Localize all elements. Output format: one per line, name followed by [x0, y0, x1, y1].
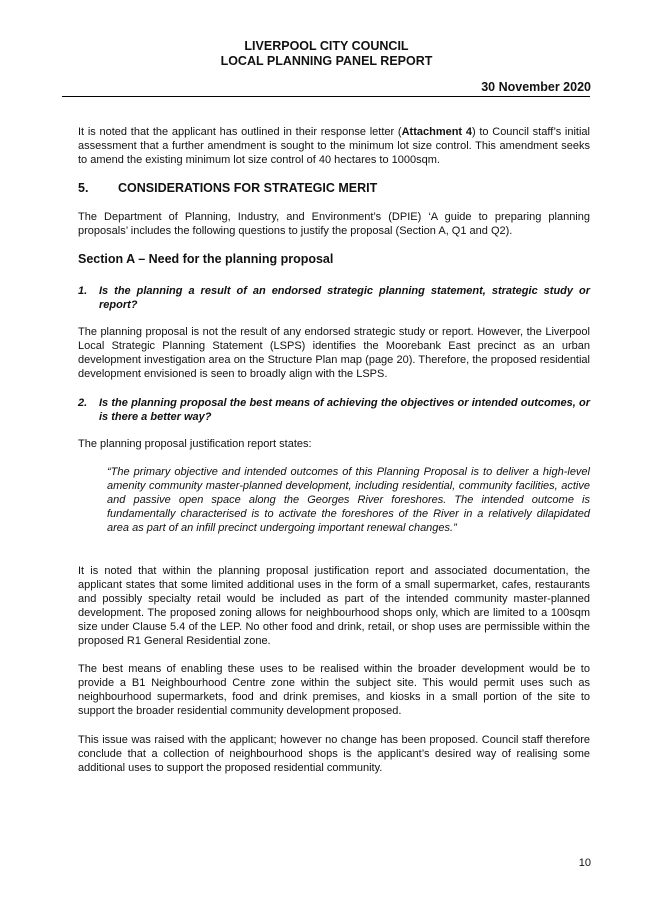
section-5-number: 5. [78, 181, 89, 195]
question-2-paragraph-3: This issue was raised with the applicant; however no change has been proposed. Council staff therefore conclude that a collection of neighbourhood shops is the applicant’s desired way of realising some additional uses to support the proposed residential community. [78, 734, 590, 774]
question-2-paragraph-2: The best means of enabling these uses to be realised within the broader development would be to provide a B1 Neighbourhood Centre zone within the subject site. This would permit uses such as neighbourhood supermarkets, food and drink premises, and kiosks in a small portion of the site to support the broader residential community development proposed. [78, 663, 590, 717]
question-1-answer: The planning proposal is not the result of any endorsed strategic study or report. However, the Liverpool Local Strategic Planning Statement (LSPS) identifies the Moorebank East precinct as an urban development investigation area on the Structure Plan map (page 20). Therefore, the proposed residential development envisioned is seen to broadly align with the LSPS. [78, 326, 590, 380]
question-2-paragraph-1: It is noted that within the planning proposal justification report and associated documentation, the applicant states that some limited additional uses in the form of a small supermarket, cafes, restaurants and possibly specialty retail would be included as part of the intended community master-planned development. The proposed zoning allows for neighbourhood shops only, which are limited to a 100sqm size under Clause 5.4 of the LEP. No other food and drink, retail, or shop uses are permissible within the proposed R1 General Residential zone. [78, 565, 590, 647]
section-a-heading: Section A – Need for the planning proposal [78, 252, 334, 266]
question-1-number: 1. [78, 285, 88, 297]
page-number: 10 [578, 857, 591, 869]
question-2 [78, 396, 590, 424]
section-5-paragraph: The Department of Planning, Industry, and Environment’s (DPIE) ‘A guide to preparing planning proposals’ includes the following questions to justify the proposal (Section A, Q1 and Q2). [78, 211, 590, 237]
section-5-title: CONSIDERATIONS FOR STRATEGIC MERIT [118, 181, 378, 195]
intro-text-after: ) to Council staff’s initial assessment that a further amendment is sought to the minimum lot size control. This amendment seeks to amend the existing minimum lot size control of 40 hectares to 1000sqm. [78, 126, 590, 166]
section-5-heading [78, 181, 590, 196]
question-1-text: Is the planning a result of an endorsed strategic planning statement, strategic study or report? [99, 285, 590, 311]
header-divider [62, 96, 590, 97]
intro-text-before: It is noted that the applicant has outlined in their response letter ( [78, 126, 402, 138]
question-2-lead: The planning proposal justification report states: [78, 438, 312, 450]
question-1 [78, 284, 590, 312]
header-council-name: LIVERPOOL CITY COUNCIL [244, 39, 409, 53]
intro-attachment-ref: Attachment 4 [401, 126, 472, 138]
question-2-number: 2. [78, 397, 88, 409]
question-2-text: Is the planning proposal the best means of achieving the objectives or intended outcomes, or is there a better way? [99, 397, 590, 423]
header-report-title: LOCAL PLANNING PANEL REPORT [220, 54, 433, 68]
justification-quote: “The primary objective and intended outcomes of this Planning Proposal is to deliver a high-level amenity community master-planned development, including residential, community facilities, active and passive open space along the Georges River foreshores. The intended outcome is fundamentally characterised is to activate the foreshores of the River in a relatively dilapidated area as part of an infill precinct undergoing important renewal changes.” [107, 466, 590, 534]
intro-paragraph [78, 125, 590, 167]
header-date: 30 November 2020 [481, 80, 591, 94]
